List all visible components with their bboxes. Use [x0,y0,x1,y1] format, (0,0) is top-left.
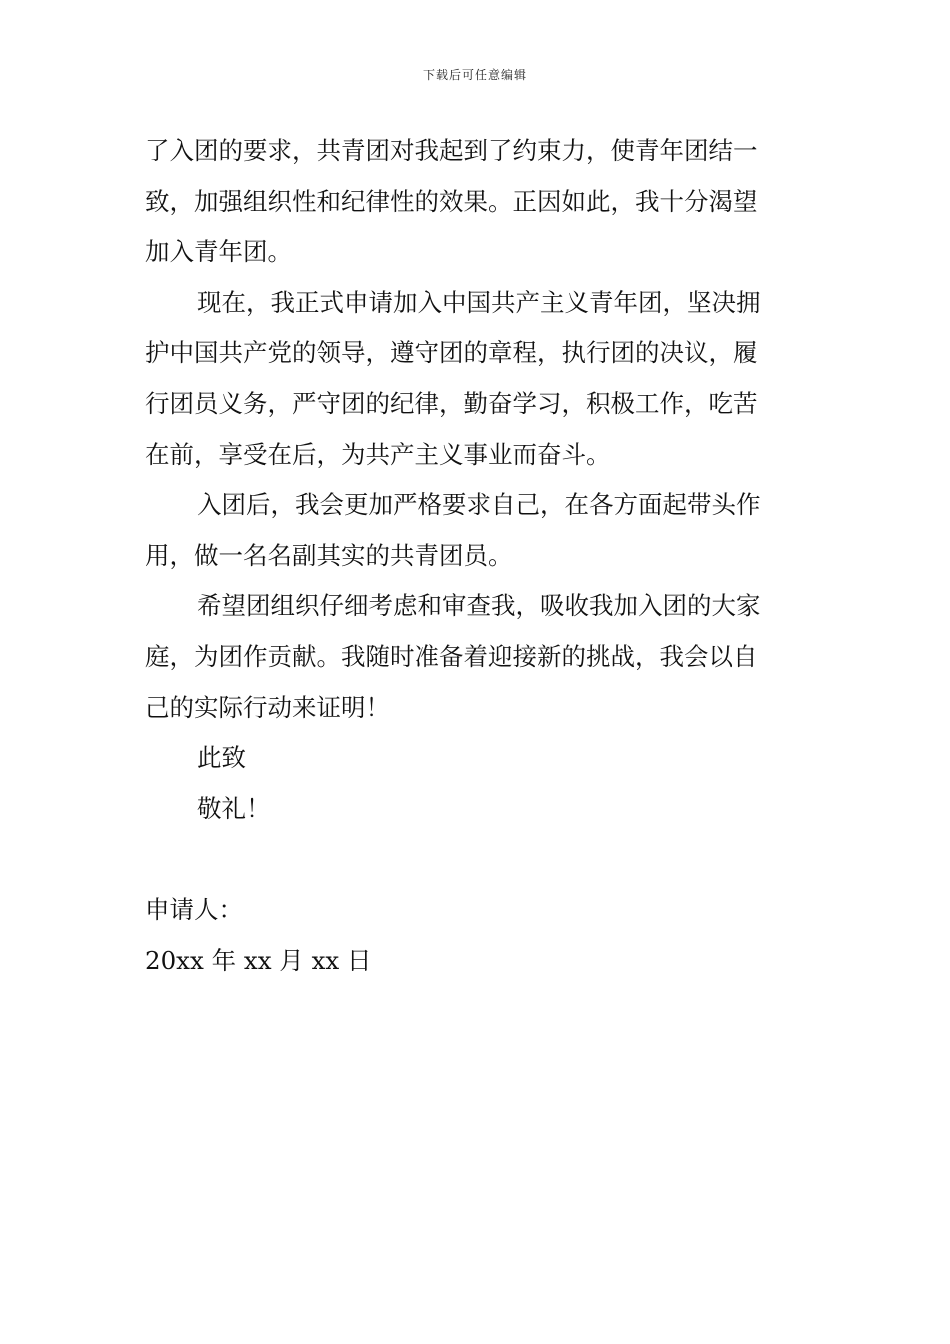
text-line: 己的实际行动来证明！ [145,692,390,722]
applicant-label: 申请人： [145,894,243,924]
date-line: 20xx 年 xx 月 xx 日 [145,945,372,975]
header-note: 下载后可任意编辑 [422,68,527,82]
paragraph-2 [145,278,805,480]
text-line: 加入青年团。 [145,237,292,267]
text-line: 了入团的要求，共青团对我起到了约束力，使青年团结一 [145,136,758,165]
text-line: 在前，享受在后，为共产主义事业而奋斗。 [145,439,611,469]
text-line: 致，加强组织性和纪律性的效果。正因如此，我十分渴望 [145,186,758,216]
closing-line-2: 敬礼！ [197,793,271,823]
spacer [145,834,805,885]
paragraph-4 [145,581,805,733]
text-line: 行团员义务，严守团的纪律，勤奋学习，积极工作，吃苦 [145,388,758,418]
text-line: 入团后，我会更加严格要求自己，在各方面起带头作 [197,490,761,520]
text-line: 庭，为团作贡献。我随时准备着迎接新的挑战，我会以自 [145,641,758,671]
signature-block [145,885,805,986]
text-line: 用，做一名名副其实的共青团员。 [145,540,513,570]
text-line: 护中国共产党的领导，遵守团的章程，执行团的决议，履 [145,338,758,368]
closing [145,733,805,834]
paragraph-3 [145,480,805,581]
letter-body [145,126,805,986]
text-line: 希望团组织仔细考虑和审查我，吸收我加入团的大家 [197,591,761,621]
text-line: 现在，我正式申请加入中国共产主义青年团，坚决拥 [197,287,761,317]
paragraph-1 [145,126,805,278]
closing-line-1: 此致 [197,743,246,773]
